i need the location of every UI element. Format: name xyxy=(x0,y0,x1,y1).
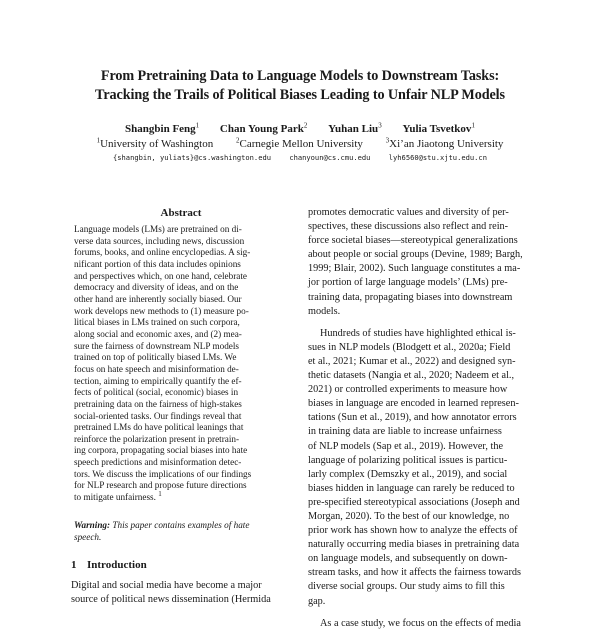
affiliation: $^1$University of Washington xyxy=(96,136,214,150)
body-line: about people or social groups (Devine, 1989; Bargh, xyxy=(308,249,523,261)
body-line: pre-specified stereotypical associations (Joseph and xyxy=(308,496,520,508)
body-line: larly complex (Demszky et al., 2019), and social xyxy=(308,468,508,480)
abstract-line: nificant portion of this data includes opinions xyxy=(74,258,241,269)
abstract-line: along social and economic axes, and (2) mea- xyxy=(74,328,242,339)
email: {shangbin, yuliats}@cs.washington.edu xyxy=(113,153,272,162)
body-line: 1999; Blair, 2002). Such language constitutes a ma- xyxy=(308,263,521,275)
introduction-text xyxy=(71,579,293,607)
body-line: sues in NLP models (Blodgett et al., 2020a; Field xyxy=(308,341,511,353)
body-line: stream tasks, and how it affects the fairness towards xyxy=(308,567,522,579)
right-column-text xyxy=(308,206,530,631)
email: chanyoun@cs.cmu.edu xyxy=(289,153,371,162)
section-heading-introduction xyxy=(71,558,147,572)
abstract-line: work develops new methods to (1) measure po- xyxy=(74,305,249,316)
abstract-line: other hand are inherently socially biased. Our xyxy=(74,293,242,304)
author-list xyxy=(40,122,560,136)
author: Shangbin Feng$^1$ xyxy=(125,121,200,135)
body-line: prior work has shown how to analyze the effects of xyxy=(308,525,518,537)
body-line: promotes democratic values and diversity of per- xyxy=(308,207,509,218)
body-line: in training data are liable to increase unfairness xyxy=(308,426,502,438)
paper-title xyxy=(40,67,560,105)
abstract-line-last: to mitigate unfairness. $^1$ xyxy=(74,490,162,503)
affiliation: $^2$Carnegie Mellon University xyxy=(236,136,363,150)
affiliation-list xyxy=(40,137,560,151)
body-line: As a case study, we focus on the effects of media xyxy=(320,617,521,629)
body-line: Morgan, 2020). To the best of our knowledge, no xyxy=(308,510,510,522)
abstract-line: sure the fairness of downstream NLP models xyxy=(74,340,239,351)
body-line: of NLP models (Sap et al., 2019). However, the xyxy=(308,440,504,452)
body-line: tations (Sun et al., 2019), and how annotator errors xyxy=(308,412,517,424)
abstract-line: ing corpora, propagating social biases into hate xyxy=(74,445,248,456)
abstract-line: tors. We discuss the implications of our findings xyxy=(74,468,252,479)
author: Chan Young Park$^2$ xyxy=(219,121,308,135)
section-title: Introduction xyxy=(87,559,147,571)
warning-label: Warning: xyxy=(74,520,111,530)
affiliation: $^3$Xi’an Jiaotong University xyxy=(385,136,504,150)
abstract-line: trained on top of politically biased LMs. We xyxy=(74,352,237,363)
abstract-line: reinforce the polarization present in pretrain- xyxy=(74,433,240,444)
author: Yulia Tsvetkov$^1$ xyxy=(402,121,475,135)
title-line-2: Tracking the Trails of Political Biases Leading to Unfair NLP Models xyxy=(95,87,505,103)
intro-line: Digital and social media have become a major xyxy=(71,580,262,591)
abstract-line: focus on hate speech and misinformation de- xyxy=(74,363,239,374)
body-line: Hundreds of studies have highlighted ethical is- xyxy=(320,327,516,339)
abstract-body xyxy=(74,224,288,504)
abstract-line: Language models (LMs) are pretrained on di- xyxy=(74,224,242,234)
body-line: language of polarizing political issues is particu- xyxy=(308,454,508,466)
warning-note: Warning: This paper contains examples of hate speech. xyxy=(74,520,250,542)
body-line: force societal biases—stereotypical generalizations xyxy=(308,235,518,247)
abstract-line: social-oriented tasks. Our findings reveal that xyxy=(74,410,242,421)
abstract-line: fects of political (social, economic) biases in xyxy=(74,387,239,398)
body-line: models. xyxy=(308,305,341,317)
body-line: gap. xyxy=(308,595,326,607)
body-line: on language models, and subsequently on down- xyxy=(308,553,508,565)
body-line: diverse social groups. Our study aims to fill this xyxy=(308,581,505,593)
abstract-line: speech predictions and misinformation detec- xyxy=(74,457,242,468)
abstract-line: litical biases in LMs trained on such corpora, xyxy=(74,317,240,328)
abstract-line: pretraining data on the fairness of high-stakes xyxy=(74,398,242,409)
abstract-line: tection, aiming to empirically quantify the ef- xyxy=(74,375,242,386)
abstract-line: pretrained LMs do have political leanings that xyxy=(74,422,244,433)
abstract-line: verse data sources, including news, discussion xyxy=(74,235,245,246)
body-line: biases in language are encoded in learned represen- xyxy=(308,398,519,410)
body-line: naturally occurring media biases in pretraining data xyxy=(308,539,520,551)
abstract-line: for NLP research and propose future directions xyxy=(74,480,247,491)
title-line-1: From Pretraining Data to Language Models to Downstream Tasks: xyxy=(100,68,500,84)
body-line: spectives, these discussions also reflect and rein- xyxy=(308,221,509,233)
abstract-heading: Abstract xyxy=(160,207,202,219)
intro-line: source of political news dissemination (Hermida xyxy=(71,594,271,606)
body-line: et al., 2021; Kumar et al., 2022) and designed syn- xyxy=(308,355,516,367)
email-list xyxy=(40,153,560,163)
body-line: biases hidden in language can rarely be reduced to xyxy=(308,482,515,494)
author: Yuhan Liu$^3$ xyxy=(328,121,382,135)
abstract-line: forums, books, and online encyclopedias. A sig- xyxy=(74,247,251,258)
email: lyh6560@stu.xjtu.edu.cn xyxy=(388,153,487,162)
body-line: 2021) or controlled experiments to measure how xyxy=(308,384,508,396)
body-line: thetic datasets (Nangia et al., 2020; Nadeem et al., xyxy=(308,370,515,382)
body-line: jor portion of large language models’ (LMs) pre- xyxy=(308,277,508,289)
footnote-mark[interactable]: 1 xyxy=(158,490,162,499)
section-number: 1 xyxy=(71,559,77,571)
abstract-line: democracy and diversity of ideas, and on the xyxy=(74,282,239,293)
abstract-line: and perspectives which, on one hand, celebrate xyxy=(74,270,247,281)
body-line: training data, propagating biases into downstream xyxy=(308,291,513,303)
